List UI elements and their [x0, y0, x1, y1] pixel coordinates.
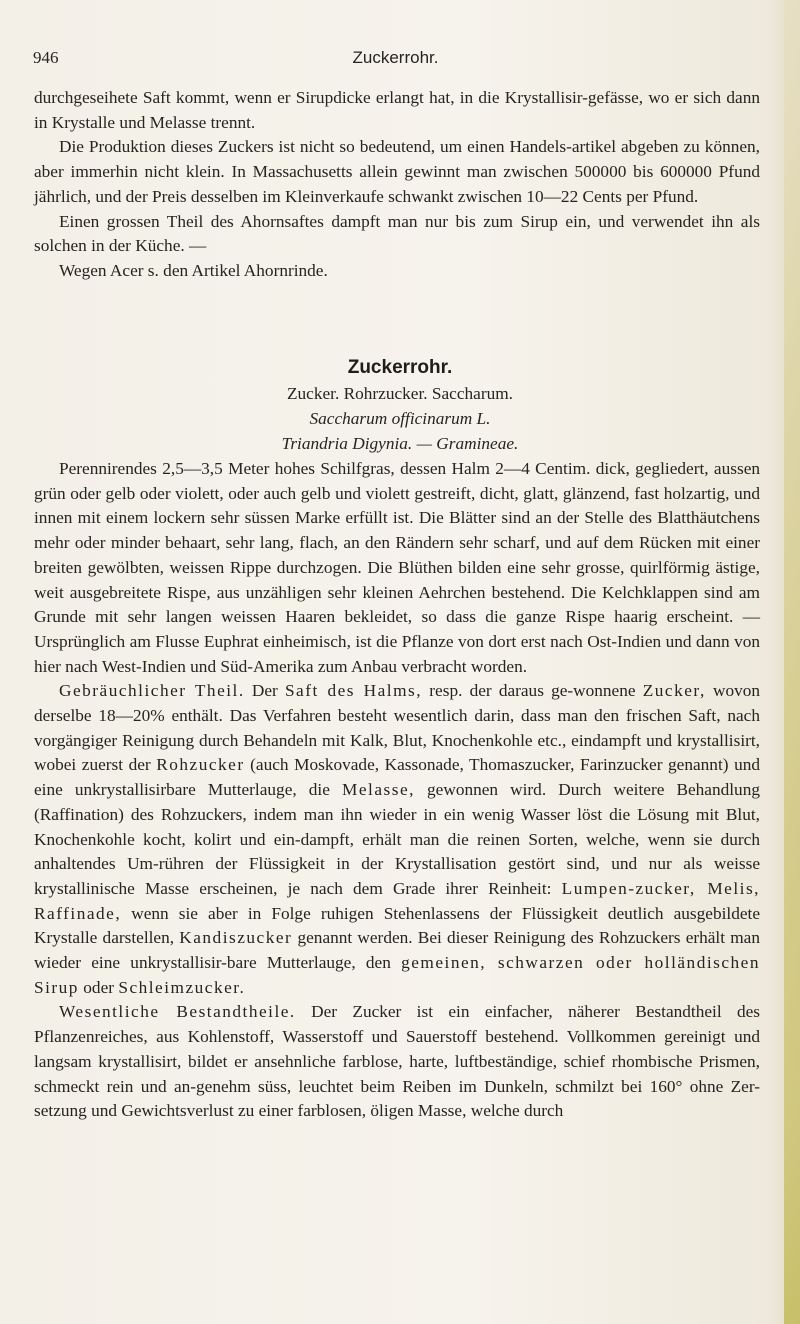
- description-paragraph: Perennirendes 2,5—3,5 Meter hohes Schilfgras, dessen Halm 2—4 Centim. dick, gegliedert, aussen grün oder gelb oder violett, oder auch gelb und violett gestreift, dicht, glatt, glänzend, fast holzartig, und innen mit einem lockern sehr süssen Marke erfüllt ist. Die Blätter sind an der Stelle des Blatthäutchens mehr oder minder behaart, sehr lang, flach, an den Rändern sehr scharf, und auf dem Rücken mit einer breiten gewölbten, weissen Rippe durchzogen. Die Blüthen bilden eine sehr grosse, quirlförmig ästige, weit ausgebreitete Rispe, aus unzähligen sehr kleinen Aehrchen bestehend. Die Kelchklappen sind am Grunde mit sehr langen weissen Haaren bekleidet, so dass die ganze Rispe haarig erscheint. — Ursprünglich am Flusse Euphrat einheimisch, ist die Pflanze von dort erst nach Ost-Indien und dann von hier nach West-Indien und Süd-Amerika zum Anbau verbracht worden.: [34, 459, 760, 676]
- botanical-name: Saccharum officinarum L.: [309, 409, 491, 428]
- usage-paragraph: Gebräuchlicher Theil. Der Saft des Halms, resp. der daraus ge-wonnene Zucker, wovon derselbe 18—20% enthält. Das Verfahren besteht wesentlich darin, dass man den frischen Saft, nach vorgängiger Reinigung durch Behandeln mit Kalk, Blut, Knochenkohle etc., eindampft und krystallisirt, wobei zuerst der Rohzucker (auch Moskovade, Kassonade, Thomaszucker, Farinzucker genannt) und eine unkrystallisirbare Mutterlauge, die Melasse, gewonnen wird. Durch weitere Behandlung (Raffination) des Rohzuckers, indem man ihn wieder in ein wenig Wasser löst die Lösung mit Blut, Knochenkohle kocht, kolirt und ein-dampft, erhält man die reinen Sorten, welche, wenn sie durch anhaltendes Um-rühren der Flüssigkeit in der Krystallisation gestört sind, und nur als weisse krystallinische Masse erscheinen, je nach dem Grade ihrer Reinheit: Lumpen-zucker, Melis, Raffinade, wenn sie aber in Folge ruhigen Stehenlassens der Flüssigkeit deutlich ausgebildete Krystalle darstellen, Kandiszucker genannt werden. Bei dieser Reinigung des Rohzuckers erhält man wieder eine unkrystallisir-bare Mutterlauge, den gemeinen, schwarzen oder holländischen Sirup oder Schleimzucker.: [34, 681, 761, 997]
- usage-term: Saft des Halms,: [284, 681, 423, 701]
- usage-term: Schleimzucker.: [118, 977, 246, 997]
- intro-paragraph: Die Produktion dieses Zuckers ist nicht so bedeutend, um einen Handels-artikel abgeben zu können, aber immerhin nicht klein. In Massachusetts allein gewinnt man zwischen 500000 bis 600000 Pfund jährlich, und der Preis desselben im Kleinverkaufe schwankt zwischen 10—22 Cents per Pfund.: [34, 137, 760, 206]
- page-number: 946: [33, 48, 59, 67]
- intro-paragraph: Wegen Acer s. den Artikel Ahornrinde.: [59, 260, 328, 280]
- article-body: [34, 457, 760, 1124]
- usage-term: Rohzucker: [156, 755, 245, 775]
- constituents-paragraph: Wesentliche Bestandtheile. Der Zucker ist ein einfacher, näherer Bestandtheil des Pflanzenreiches, aus Kohlenstoff, Wasserstoff und Sauerstoff bestehend. Vollkommen gereinigt und langsam krystallisirt, bildet er ansehnliche farblose, harte, luftbeständige, schief rhombische Prismen, schmeckt rein und an-genehm süss, leuchtet beim Reiben im Dunkeln, schmilzt bei 160° ohne Zer-setzung und Gewichtsverlust zu einer farblosen, öligen Masse, welche durch: [34, 1002, 761, 1121]
- page-edge-shadow: [784, 0, 800, 1324]
- usage-term: Kandiszucker: [179, 928, 293, 948]
- usage-term: gemeinen, schwarzen oder holländischen Sirup: [34, 953, 760, 997]
- usage-term: Lumpen-zucker, Melis, Raffinade,: [34, 878, 761, 923]
- intro-text: [34, 86, 760, 284]
- article-title: Zuckerrohr.: [347, 357, 453, 378]
- usage-heading: Gebräuchlicher Theil.: [59, 681, 245, 701]
- intro-paragraph: Einen grossen Theil des Ahornsaftes dampft man nur bis zum Sirup ein, und verwendet ihn als solchen in der Küche. —: [34, 211, 760, 256]
- article-synonyms: Zucker. Rohrzucker. Saccharum.: [286, 384, 513, 403]
- usage-term: Zucker,: [642, 681, 706, 701]
- classification: Triandria Digynia. — Gramineae.: [281, 434, 519, 453]
- usage-term: Melasse,: [341, 780, 415, 800]
- constituents-heading: Wesentliche Bestandtheile.: [59, 1002, 296, 1022]
- running-title: Zuckerrohr.: [352, 48, 439, 67]
- intro-paragraph: durchgeseihete Saft kommt, wenn er Sirupdicke erlangt hat, in die Krystallisir-gefässe, wo er sich dann in Krystalle und Melasse trennt.: [34, 88, 760, 132]
- page-header: [33, 48, 758, 76]
